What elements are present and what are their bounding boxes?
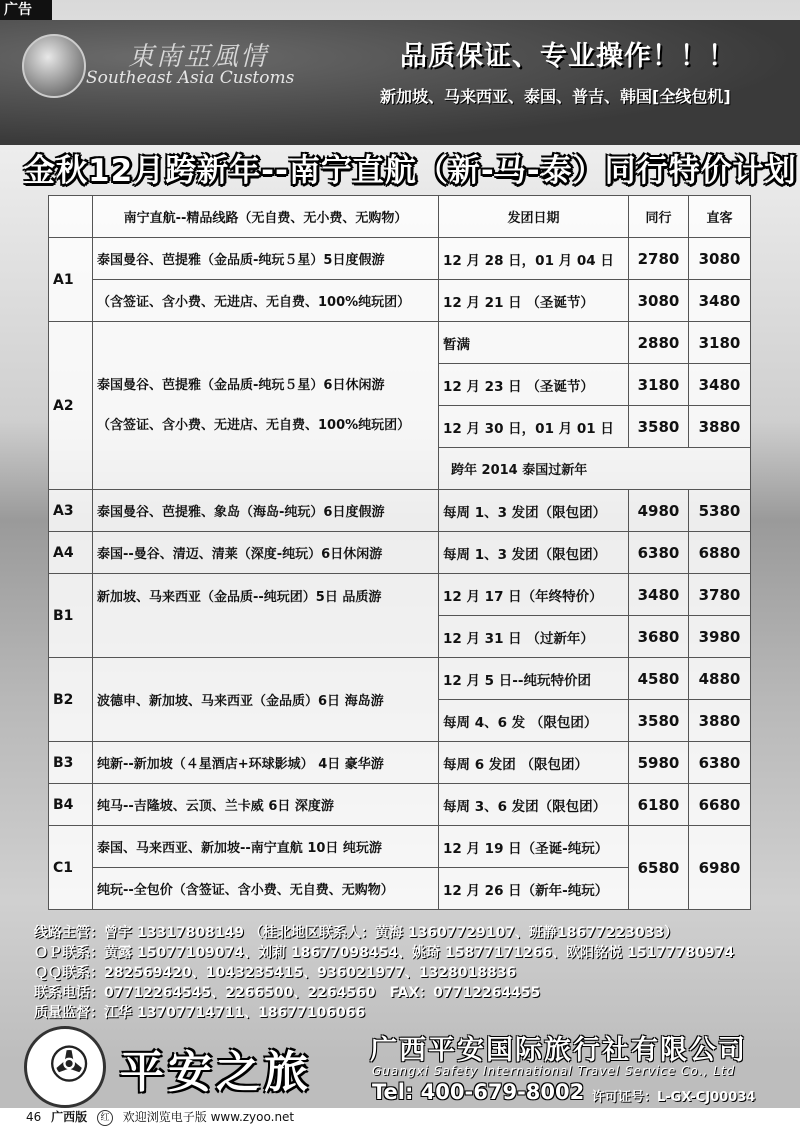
trade-price: 6180 [629, 784, 689, 826]
trade-price: 3080 [629, 280, 689, 322]
retail-price: 3780 [689, 574, 751, 616]
route-name: 泰国、马来西亚、新加坡--南宁直航 10日 纯玩游 [93, 826, 439, 868]
header-retail-price: 直客 [689, 196, 751, 238]
table-row [49, 826, 751, 868]
retail-price: 3080 [689, 238, 751, 280]
route-code: A2 [49, 322, 93, 490]
brand-name: 平安之旅 [120, 1047, 312, 1098]
page-number: 46 [26, 1110, 42, 1124]
trade-price: 5980 [629, 742, 689, 784]
contact-line: 联系电话：07712264545、2266500、2264560 FAX：07712264455 [34, 985, 541, 1001]
depart-date: 12 月 26 日（新年-纯玩） [439, 868, 629, 910]
table-row [49, 658, 751, 700]
route-code: B1 [49, 574, 93, 658]
depart-date: 每周 6 发团 （限包团） [439, 742, 629, 784]
logo-chinese: 東南亞風情 [128, 42, 269, 72]
retail-price: 4880 [689, 658, 751, 700]
tour-table [48, 195, 751, 910]
table-row [49, 574, 751, 616]
route-name: 泰国曼谷、芭提雅（金品质-纯玩５星）6日休闲游 [97, 377, 385, 393]
contact-block [34, 923, 794, 1023]
retail-price: 3980 [689, 616, 751, 658]
header-route: 南宁直航--精品线路（无自费、无小费、无购物） [93, 196, 439, 238]
header-banner [0, 20, 800, 145]
route-name: 纯马--吉隆坡、云顶、兰卡威 6日 深度游 [93, 784, 439, 826]
retail-price: 3480 [689, 364, 751, 406]
table-header-row [49, 196, 751, 238]
header-date: 发团日期 [439, 196, 629, 238]
depart-date: 每周 3、6 发团（限包团） [439, 784, 629, 826]
retail-price: 6880 [689, 532, 751, 574]
globe-logo-icon [22, 34, 86, 98]
retail-price: 3180 [689, 322, 751, 364]
header-trade-price: 同行 [629, 196, 689, 238]
route-note: 纯玩--全包价（含签证、含小费、无自费、无购物） [93, 868, 439, 910]
company-name: 广西平安国际旅行社有限公司 [370, 1035, 747, 1066]
route-code: A1 [49, 238, 93, 322]
trade-price: 3680 [629, 616, 689, 658]
contact-line: 质量监督：江华 13707714711、18677106066 [34, 1005, 366, 1021]
route-name: 纯新--新加坡（４星酒店+环球影城） 4日 豪华游 [93, 742, 439, 784]
depart-date: 每周 1、3 发团（限包团） [439, 532, 629, 574]
slogan: 品质保证、专业操作！！！ [400, 41, 736, 72]
retail-price: 3880 [689, 700, 751, 742]
retail-price: 6680 [689, 784, 751, 826]
depart-date: 12 月 28 日，01 月 04 日 [439, 238, 629, 280]
route-name: 新加坡、马来西亚（金品质--纯玩团）5日 品质游 [93, 574, 439, 658]
depart-date: 每周 4、6 发 （限包团） [439, 700, 629, 742]
depart-date: 12 月 5 日--纯玩特价团 [439, 658, 629, 700]
ad-label: 广告 [0, 0, 52, 20]
retail-price: 3880 [689, 406, 751, 448]
trade-price: 3180 [629, 364, 689, 406]
route-name: 泰国曼谷、芭提雅、象岛（海岛-纯玩）6日度假游 [93, 490, 439, 532]
route-code: B3 [49, 742, 93, 784]
table-row [49, 490, 751, 532]
table-row [49, 280, 751, 322]
route-name: 波德申、新加坡、马来西亚（金品质）6日 海岛游 [93, 658, 439, 742]
header-code [49, 196, 93, 238]
page-footer [0, 1108, 800, 1127]
hotline: Tel: 400-679-8002 [372, 1080, 585, 1104]
route-code: A4 [49, 532, 93, 574]
depart-date: 每周 1、3 发团（限包团） [439, 490, 629, 532]
trade-price: 2880 [629, 322, 689, 364]
edition: 广西版 [51, 1110, 88, 1124]
trade-price: 3480 [629, 574, 689, 616]
route-code: A3 [49, 490, 93, 532]
trade-price: 3580 [629, 700, 689, 742]
logo-english: Southeast Asia Customs [86, 68, 295, 88]
trade-price: 3580 [629, 406, 689, 448]
retail-price: 5380 [689, 490, 751, 532]
destinations: 新加坡、马来西亚、泰国、普吉、韩国[全线包机] [380, 87, 731, 106]
trade-price: 4580 [629, 658, 689, 700]
contact-line: 线路主管：曾宇 13317808149 （桂北地区联系人：黄海 13607729107、班静18677223033） [34, 925, 679, 941]
pinwheel-logo-icon: ✇ [24, 1026, 106, 1108]
depart-date: 12 月 19 日（圣诞-纯玩） [439, 826, 629, 868]
red-badge-icon: 红 [97, 1110, 113, 1126]
table-row [49, 742, 751, 784]
depart-date: 12 月 23 日 （圣诞节） [439, 364, 629, 406]
route-name: 泰国曼谷、芭提雅（金品质-纯玩５星）5日度假游 [93, 238, 439, 280]
trade-price: 6580 [629, 826, 689, 910]
depart-date: 暂满 [439, 322, 629, 364]
route-code: C1 [49, 826, 93, 910]
route-code: B4 [49, 784, 93, 826]
depart-date: 12 月 31 日 （过新年） [439, 616, 629, 658]
retail-price: 6980 [689, 826, 751, 910]
retail-price: 6380 [689, 742, 751, 784]
route-cell [93, 322, 439, 490]
route-note: （含签证、含小费、无进店、无自费、100%纯玩团） [97, 417, 411, 433]
depart-date: 12 月 30 日，01 月 01 日 [439, 406, 629, 448]
trade-price: 6380 [629, 532, 689, 574]
contact-line: ＯＰ联系：黄露 15077109074、刘莉 18677098454、姚琦 15877171266、欧阳铭悦 15177780974 [34, 945, 735, 961]
new-year-note: 跨年 2014 泰国过新年 [439, 448, 751, 490]
depart-date: 12 月 17 日（年终特价） [439, 574, 629, 616]
trade-price: 4980 [629, 490, 689, 532]
contact-line: ＱＱ联系：282569420、1043235415、936021977、1328018836 [34, 965, 517, 981]
table-row [49, 238, 751, 280]
route-code: B2 [49, 658, 93, 742]
retail-price: 3480 [689, 280, 751, 322]
company-name-english: Guangxi Safety International Travel Service Co., Ltd [372, 1064, 736, 1078]
table-row [49, 784, 751, 826]
license-number: 许可证号：L-GX-CJ00034 [592, 1090, 756, 1105]
route-note: （含签证、含小费、无进店、无自费、100%纯玩团） [93, 280, 439, 322]
table-row [49, 322, 751, 364]
depart-date: 12 月 21 日 （圣诞节） [439, 280, 629, 322]
route-name: 泰国--曼谷、清迈、清莱（深度-纯玩）6日休闲游 [93, 532, 439, 574]
website-link[interactable]: 欢迎浏览电子版 www.zyoo.net [122, 1110, 295, 1124]
trade-price: 2780 [629, 238, 689, 280]
page-title: 金秋12月跨新年--南宁直航（新-马-泰）同行特价计划 [24, 153, 797, 189]
table-row [49, 532, 751, 574]
